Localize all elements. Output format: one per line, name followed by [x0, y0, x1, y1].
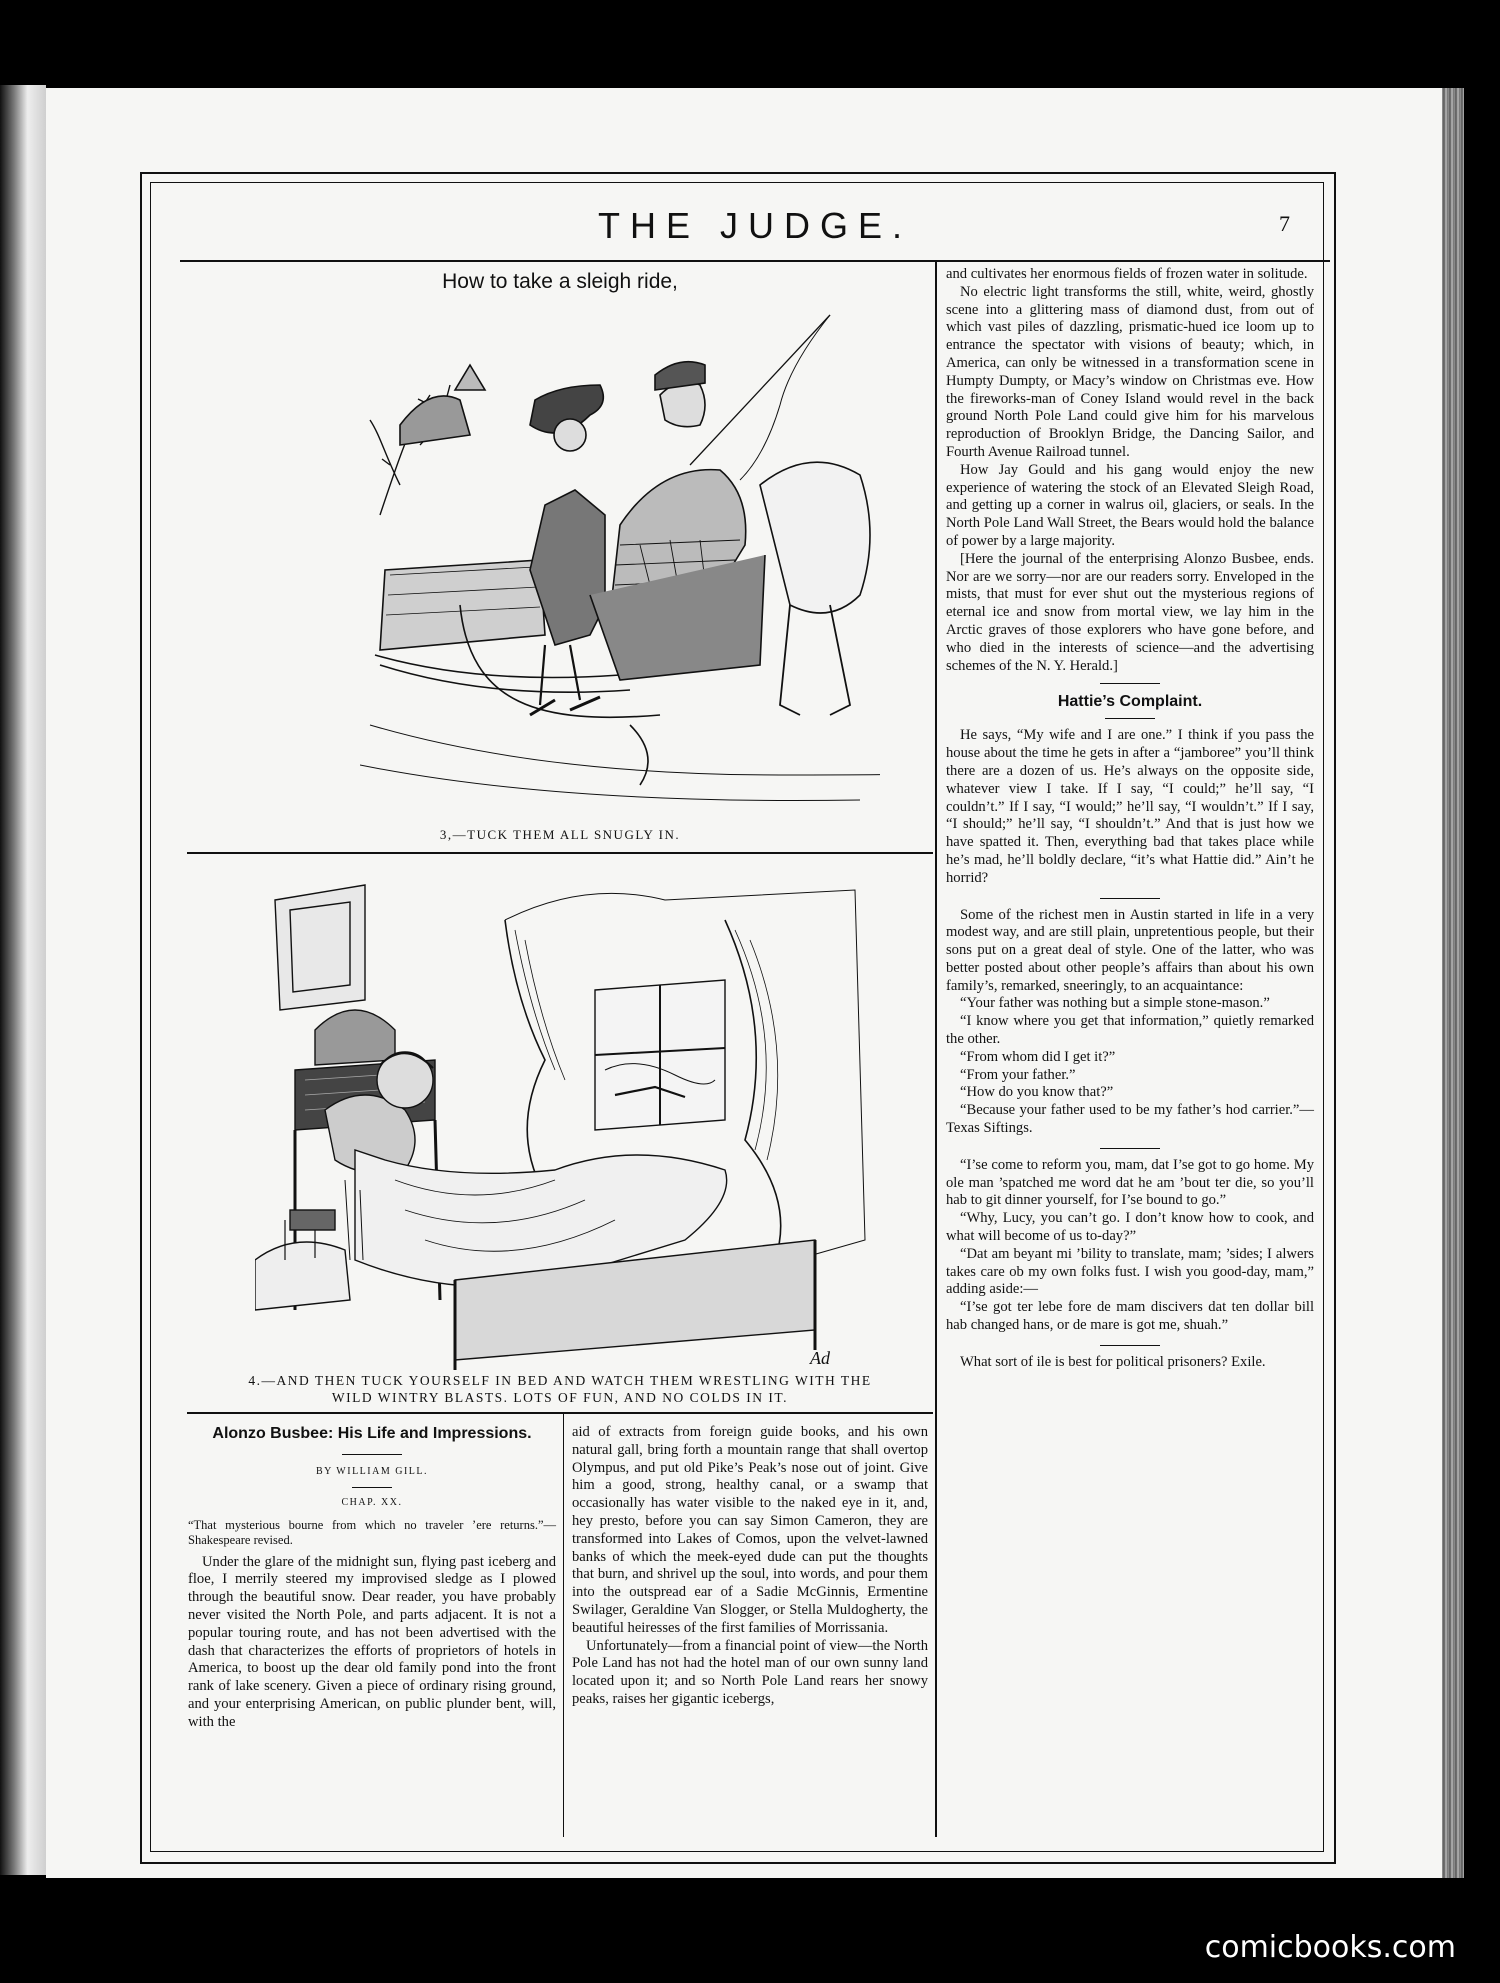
article-column-1: [188, 1424, 556, 1732]
article-column-3: [946, 266, 1314, 1372]
article-paragraph: No electric light transforms the still, white, weird, ghostly scene into a glittering mass of diamond dust, from out of which vast piles of dazzling, prismatic-hued ice loom up to entrance the spectator with visions of beauty; which, in America, can only be witnessed in a transformation scene in Humpty Dumpty, or Macy’s window on Christmas eve. How the fireworks-man of Coney Island would revel in the back ground North Pole Land could give him for his marvelous reproduction of Brooklyn Bridge, the Dancing Sailor, and Fourth Avenue Railroad tunnel.: [946, 283, 1314, 460]
section-rule: [1100, 1148, 1160, 1149]
hattie-title: Hattie’s Complaint.: [1057, 693, 1203, 711]
exile-joke: What sort of ile is best for political prisoners? Exile.: [960, 1353, 1266, 1370]
article-paragraph: aid of extracts from foreign guide books, and his own natural gall, bring forth a mountain range that shall overtop Olympus, and put old Pike’s Peak’s nose out of joint. Give him a good, strong, healthy canal, or a swamp that occasionally has water visible to the naked eye in it, and, hey presto, before you can say Simon Cameron, they are transformed into Lakes of Comos, upon the velvet-lawned banks of which the meek-eyed dude can put the thoughts that burn, and shrivel up the soul, into words, and pour them into the outspread ear of a Sadie McGinnis, Ermentine Swilager, Geraldine Van Slogger, or Stella Muldogherty, the beautiful heiresses of the first families of Morrissania.: [572, 1424, 928, 1636]
section-rule: [1100, 683, 1160, 684]
panel-divider-bottom: [187, 1412, 933, 1414]
article-title: Alonzo Busbee: His Life and Impressions.: [212, 1425, 532, 1442]
bed-caption-line2: WILD WINTRY BLASTS. LOTS OF FUN, AND NO COLDS IN IT.: [331, 1390, 789, 1405]
austin-paragraph: “Your father was nothing but a simple stone-mason.”: [960, 995, 1270, 1012]
title-rule: [342, 1454, 402, 1455]
article-paragraph: How Jay Gould and his gang would enjoy the new experience of watering the stock of an Elevated Sleigh Road, and getting up a corner in walrus oil, glaciers, or seals. In the North Pole Land Wall Street, the Bears would hold the balance of power by a large majority.: [946, 461, 1314, 549]
artist-signature: Ad: [810, 1348, 830, 1368]
lucy-paragraph: “I’se got ter lebe fore de mam discivers dat ten dollar bill hab changed hans, or de mare is got me, shuah.”: [946, 1299, 1314, 1334]
austin-paragraph: Some of the richest men in Austin started in life in a very modest way, and are still plain, unpretentious people, but their sons put on a great deal of style. One of the latter, who was better posted about other people’s affairs than about his own family’s, remarked, sneeringly, to an acquaintance:: [946, 906, 1314, 994]
section-rule: [1100, 1345, 1160, 1346]
hattie-text: He says, “My wife and I are one.” I think if you pass the house about the time he gets in after a “jamboree” you’ll think there are a dozen of us. He’s always on the opposite side, whatever view I take. If I say, “I could;” he’ll say, “I couldn’t.” If I say, “I would;” he’ll say, “I wouldn’t.” If I say, “I should;” he’ll say, “I shouldn’t.” And that is just how we have spatted it. Then, everything bad that takes place while he’s mad, he’ll boldly declare, “it’s what Hattie did.” Ain’t he horrid?: [946, 727, 1314, 886]
sleigh-illustration: [360, 305, 880, 815]
article-chapter: CHAP. XX.: [341, 1496, 403, 1508]
article-column-2: [572, 1424, 928, 1709]
article-paragraph: Under the glare of the midnight sun, flying past iceberg and floe, I merrily steered my improvised sledge as I plowed through the beautiful snow. Dear reader, you have probably never visited the North Pole, and parts adjacent. It is not a popular touring route, and has not been advertised with the dash that characterizes the efforts of proprietors of hotels in America, to boost up the dear old family pond into the front rank of lake scenery. Given a piece of ordinary rising ground, and your enterprising American, on public plunder bent, will, with the: [188, 1553, 556, 1730]
watermark[interactable]: comicbooks.com: [1204, 1930, 1456, 1965]
article-byline: BY WILLIAM GILL.: [315, 1466, 429, 1477]
austin-paragraph: “How do you know that?”: [960, 1084, 1114, 1101]
article-paragraph: Unfortunately—from a financial point of view—the North Pole Land has not had the hotel man of our own sunny land located upon it; and so North Pole Land rears her snowy peaks, raises her gigantic icebergs,: [572, 1637, 928, 1707]
bed-caption: [180, 1372, 940, 1406]
masthead: [180, 205, 1330, 255]
column-rule-right: [935, 262, 937, 1837]
lucy-paragraph: “Dat am beyant mi ’bility to translate, mam; ’sides; I alwers takes care ob my own folks fust. I wish you good-day, mam,” adding aside:—: [946, 1245, 1314, 1298]
masthead-rule: [180, 260, 1330, 262]
column-rule-left: [563, 1414, 564, 1837]
bed-illustration: [255, 880, 885, 1380]
page-number: 7: [1279, 211, 1290, 236]
article-epigraph: “That mysterious bourne from which no traveler ’ere returns.”—Shakespeare revised.: [188, 1517, 556, 1547]
austin-paragraph: “I know where you get that information,” quietly remarked the other.: [946, 1013, 1314, 1048]
sleigh-caption: 3,—TUCK THEM ALL SNUGLY IN.: [439, 827, 681, 842]
bed-caption-line1: 4.—AND THEN TUCK YOURSELF IN BED AND WATCH THEM WRESTLING WITH THE: [248, 1373, 872, 1388]
article-paragraph: [Here the journal of the enterprising Alonzo Busbee, ends. Nor are we sorry—nor are our readers sorry. Enveloped in the mists, that must for ever shut out the mysterious regions of eternal ice and snow from mortal view, we lay him in the Arctic graves of those explorers who have gone before, and who died in the interests of science—and the advertising schemes of the N. Y. Herald.]: [946, 550, 1314, 674]
section-rule: [1105, 718, 1155, 719]
section-rule: [1100, 898, 1160, 899]
lucy-paragraph: “Why, Lucy, you can’t go. I don’t know how to cook, and what will become of us to-day?”: [946, 1210, 1314, 1245]
austin-paragraph: “Because your father used to be my father’s hod carrier.”—Texas Siftings.: [946, 1102, 1314, 1137]
austin-paragraph: “From whom did I get it?”: [960, 1048, 1116, 1065]
article-paragraph: and cultivates her enormous fields of frozen water in solitude.: [946, 266, 1308, 282]
left-page-edge: [0, 85, 46, 1875]
lucy-paragraph: “I’se come to reform you, mam, dat I’se got to go home. My ole man ’spatched me word dat he am ’bout ter die, so you’ll hab to git dinner yourself, for I’se bound to go.”: [946, 1156, 1314, 1209]
sleigh-title: How to take a sleigh ride,: [442, 270, 678, 293]
masthead-title: THE JUDGE.: [597, 205, 912, 246]
book-spine: [1442, 88, 1464, 1878]
panel-divider: [187, 852, 933, 854]
austin-paragraph: “From your father.”: [960, 1066, 1076, 1083]
byline-rule: [352, 1487, 392, 1488]
